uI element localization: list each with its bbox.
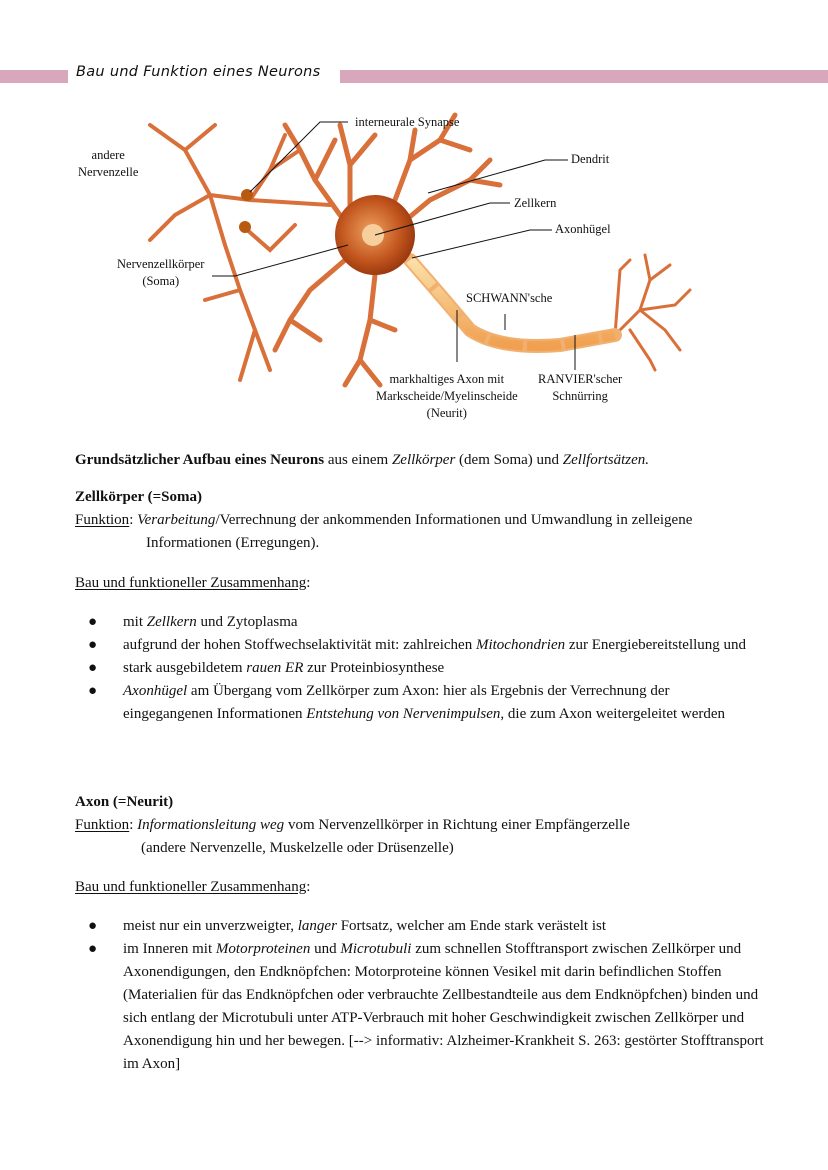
label-line: Nervenzelle xyxy=(78,165,139,179)
label-dendrite: Dendrit xyxy=(571,152,610,166)
axon-section xyxy=(75,791,795,1076)
axon-terminals xyxy=(615,255,690,370)
soma-section xyxy=(75,486,795,726)
soma-function-cont: Informationen (Erregungen). xyxy=(146,535,320,551)
intro-paragraph xyxy=(75,449,795,472)
text: (dem Soma) und xyxy=(455,452,563,468)
label-other-cell xyxy=(78,147,138,181)
label-line: Schnürring xyxy=(552,389,608,403)
other-neuron-dendrites xyxy=(150,125,330,380)
soma-heading: Zellkörper (=Soma) xyxy=(75,489,203,505)
synapse-2 xyxy=(239,221,251,233)
label-line: RANVIER'scher xyxy=(538,372,623,386)
label-line: (Soma) xyxy=(142,274,180,288)
axon-heading: Axon (=Neurit) xyxy=(75,794,174,810)
soma-function: Funktion: Verarbeitung/Verrechnung der ankommenden Informationen und Umwandlung in zelleigene xyxy=(75,512,693,528)
nucleus xyxy=(362,224,384,246)
text: Zellfortsätzen. xyxy=(562,452,650,468)
axon-bau-heading: Bau und funktioneller Zusammenhang: xyxy=(75,879,311,895)
label-line: markhaltiges Axon mit xyxy=(389,372,505,386)
list-item: ● im Inneren mit Motorproteinen und Microtubuli zum schnellen Stofftransport zwischen Zellkörper und Axonendigungen, den Endknöpfchen: Motorproteine können Vesikel mit darin befindlichen Stoffen (Materialien für das Endknöpfchen oder verbrauchte Zellbestandteile aus dem Endknöpfchen) binden und sich entlang der Microtubuli unter ATP-Verbrauch mit hoher Geschwindigkeit zwischen Zellkörper und Axonendigung hin und her bewegen. [--> informativ: Alzheimer-Krankheit S. 263: gestörter Stofftransport im Axon] xyxy=(88,941,764,1072)
label-line: andere xyxy=(91,148,125,162)
label-line: Nervenzellkörper xyxy=(117,257,205,271)
label-axon-hillock: Axonhügel xyxy=(555,222,611,236)
axon-bullets xyxy=(75,915,775,1076)
text: Verarbeitung xyxy=(137,512,216,528)
soma-bau-heading: Bau und funktioneller Zusammenhang: xyxy=(75,575,311,591)
label-schwann: SCHWANN'sche xyxy=(466,291,553,305)
text: aus einem xyxy=(324,452,392,468)
list-item: ● mit Zellkern und Zytoplasma xyxy=(88,614,298,630)
function-label: Funktion xyxy=(75,817,130,833)
list-item: ● meist nur ein unverzweigter, langer Fortsatz, welcher am Ende stark verästelt ist xyxy=(88,918,607,934)
intro-bold: Grundsätzlicher Aufbau eines Neurons xyxy=(75,452,325,468)
list-item: ● stark ausgebildetem rauen ER zur Proteinbiosynthese xyxy=(88,660,445,676)
list-item: ● aufgrund der hohen Stoffwechselaktivität mit: zahlreichen Mitochondrien zur Energiebereitstellung und xyxy=(88,637,747,653)
label-ranvier xyxy=(538,371,622,405)
label-soma xyxy=(117,256,204,290)
label-line: Markscheide/Myelinscheide xyxy=(376,389,518,403)
text: Zellkörper xyxy=(391,452,456,468)
axon-function-cont: (andere Nervenzelle, Muskelzelle oder Drüsenzelle) xyxy=(141,840,454,856)
text: vom Nervenzellkörper in Richtung einer Empfängerzelle xyxy=(284,817,630,833)
header-bar-left xyxy=(0,70,68,83)
text: Informationsleitung weg xyxy=(137,817,285,833)
label-line: (Neurit) xyxy=(426,406,467,420)
label-nucleus: Zellkern xyxy=(514,196,557,210)
text: /Verrechnung der ankommenden Informationen und Umwandlung in zelleigene xyxy=(215,512,693,528)
function-label: Funktion xyxy=(75,512,130,528)
text: Bau und funktioneller Zusammenhang xyxy=(75,575,307,591)
axon-function: Funktion: Informationsleitung weg vom Nervenzellkörper in Richtung einer Empfängerzelle xyxy=(75,817,630,833)
header-bar-right xyxy=(340,70,828,83)
list-item: ● Axonhügel am Übergang vom Zellkörper zum Axon: hier als Ergebnis der Verrechnung der eingegangenen Informationen Entstehung von Nervenimpulsen, die zum Axon weitergeleitet werden xyxy=(88,683,726,722)
text: Bau und funktioneller Zusammenhang xyxy=(75,879,307,895)
soma-bullets xyxy=(75,611,755,726)
page-title: Bau und Funktion eines Neurons xyxy=(76,64,321,80)
label-synapse: interneurale Synapse xyxy=(355,115,460,129)
label-axon xyxy=(376,371,518,422)
